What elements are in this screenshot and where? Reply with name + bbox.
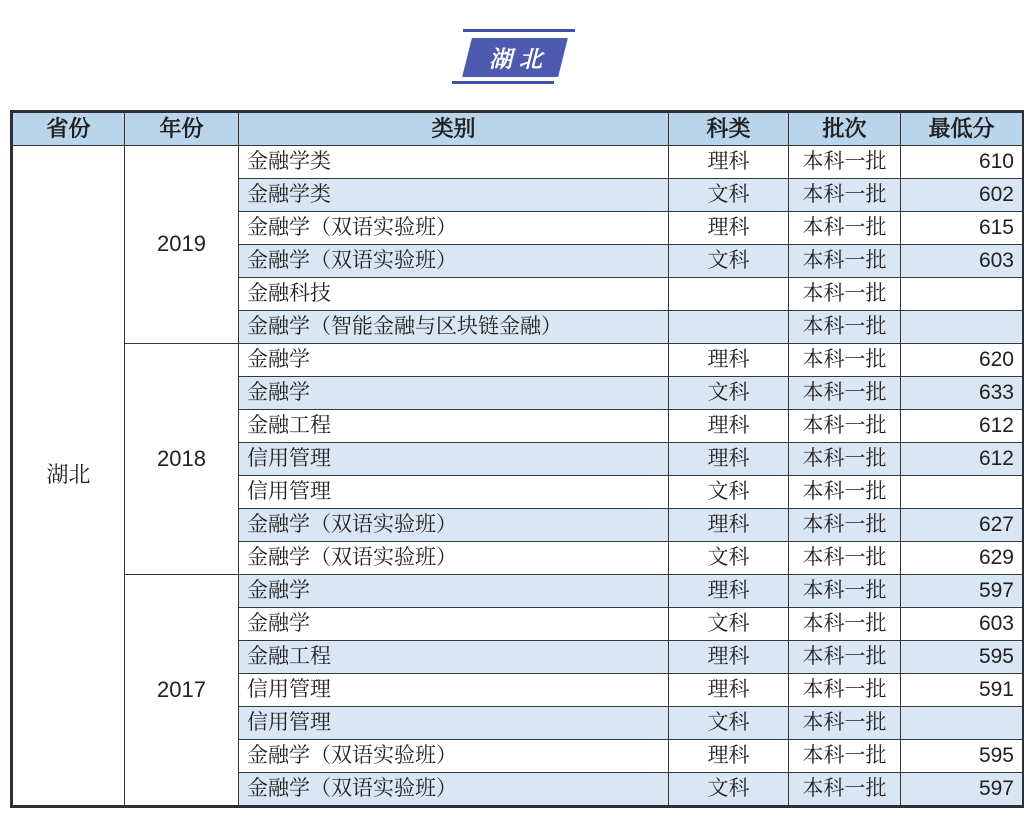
subject-cell: 文科 bbox=[669, 707, 789, 740]
category-cell: 金融学（双语实验班） bbox=[239, 542, 669, 575]
col-header-province: 省份 bbox=[12, 112, 125, 146]
category-cell: 金融工程 bbox=[239, 410, 669, 443]
score-cell: 615 bbox=[901, 212, 1024, 245]
subject-cell: 理科 bbox=[669, 674, 789, 707]
badge-bottom-line bbox=[452, 81, 554, 84]
score-cell: 629 bbox=[901, 542, 1024, 575]
category-cell: 金融学 bbox=[239, 575, 669, 608]
batch-cell: 本科一批 bbox=[789, 278, 901, 311]
score-cell: 633 bbox=[901, 377, 1024, 410]
subject-cell: 理科 bbox=[669, 509, 789, 542]
score-cell bbox=[901, 707, 1024, 740]
score-cell: 591 bbox=[901, 674, 1024, 707]
category-cell: 金融学（双语实验班） bbox=[239, 245, 669, 278]
batch-cell: 本科一批 bbox=[789, 707, 901, 740]
batch-cell: 本科一批 bbox=[789, 410, 901, 443]
subject-cell: 理科 bbox=[669, 212, 789, 245]
subject-cell: 文科 bbox=[669, 245, 789, 278]
category-cell: 金融学（双语实验班） bbox=[239, 773, 669, 807]
admission-score-table bbox=[10, 110, 1024, 808]
score-cell: 610 bbox=[901, 146, 1024, 179]
category-cell: 信用管理 bbox=[239, 476, 669, 509]
batch-cell: 本科一批 bbox=[789, 311, 901, 344]
subject-cell: 文科 bbox=[669, 377, 789, 410]
batch-cell: 本科一批 bbox=[789, 542, 901, 575]
category-cell: 信用管理 bbox=[239, 674, 669, 707]
score-cell: 603 bbox=[901, 245, 1024, 278]
batch-cell: 本科一批 bbox=[789, 740, 901, 773]
score-cell: 602 bbox=[901, 179, 1024, 212]
category-cell: 金融学（智能金融与区块链金融） bbox=[239, 311, 669, 344]
category-cell: 信用管理 bbox=[239, 443, 669, 476]
badge-shape bbox=[462, 38, 568, 77]
category-cell: 金融学 bbox=[239, 608, 669, 641]
category-cell: 金融工程 bbox=[239, 641, 669, 674]
category-cell: 金融学 bbox=[239, 344, 669, 377]
batch-cell: 本科一批 bbox=[789, 674, 901, 707]
score-cell: 612 bbox=[901, 410, 1024, 443]
subject-cell bbox=[669, 278, 789, 311]
batch-cell: 本科一批 bbox=[789, 245, 901, 278]
col-header-year: 年份 bbox=[125, 112, 239, 146]
col-header-subject: 科类 bbox=[669, 112, 789, 146]
category-cell: 金融学类 bbox=[239, 179, 669, 212]
score-cell: 627 bbox=[901, 509, 1024, 542]
batch-cell: 本科一批 bbox=[789, 377, 901, 410]
year-cell: 2019 bbox=[125, 146, 239, 344]
subject-cell: 理科 bbox=[669, 443, 789, 476]
subject-cell: 理科 bbox=[669, 410, 789, 443]
batch-cell: 本科一批 bbox=[789, 476, 901, 509]
score-cell bbox=[901, 311, 1024, 344]
batch-cell: 本科一批 bbox=[789, 575, 901, 608]
subject-cell: 文科 bbox=[669, 542, 789, 575]
province-badge bbox=[437, 14, 587, 86]
batch-cell: 本科一批 bbox=[789, 344, 901, 377]
badge-label: 湖北 bbox=[488, 46, 549, 72]
score-cell: 597 bbox=[901, 575, 1024, 608]
category-cell: 金融学 bbox=[239, 377, 669, 410]
subject-cell: 文科 bbox=[669, 179, 789, 212]
subject-cell: 理科 bbox=[669, 641, 789, 674]
batch-cell: 本科一批 bbox=[789, 146, 901, 179]
category-cell: 金融学类 bbox=[239, 146, 669, 179]
batch-cell: 本科一批 bbox=[789, 443, 901, 476]
score-cell bbox=[901, 278, 1024, 311]
subject-cell: 文科 bbox=[669, 476, 789, 509]
province-cell: 湖北 bbox=[12, 146, 125, 807]
category-cell: 金融学（双语实验班） bbox=[239, 740, 669, 773]
header-row bbox=[12, 112, 1024, 146]
category-cell: 金融学（双语实验班） bbox=[239, 212, 669, 245]
score-cell: 612 bbox=[901, 443, 1024, 476]
subject-cell: 文科 bbox=[669, 773, 789, 807]
year-cell: 2018 bbox=[125, 344, 239, 575]
category-cell: 金融科技 bbox=[239, 278, 669, 311]
badge-top-line bbox=[463, 29, 575, 32]
batch-cell: 本科一批 bbox=[789, 509, 901, 542]
col-header-min-score: 最低分 bbox=[901, 112, 1024, 146]
category-cell: 信用管理 bbox=[239, 707, 669, 740]
subject-cell: 文科 bbox=[669, 608, 789, 641]
batch-cell: 本科一批 bbox=[789, 773, 901, 807]
category-cell: 金融学（双语实验班） bbox=[239, 509, 669, 542]
col-header-category: 类别 bbox=[239, 112, 669, 146]
table-row bbox=[12, 344, 1024, 377]
score-cell bbox=[901, 476, 1024, 509]
batch-cell: 本科一批 bbox=[789, 212, 901, 245]
batch-cell: 本科一批 bbox=[789, 608, 901, 641]
year-cell: 2017 bbox=[125, 575, 239, 807]
col-header-batch: 批次 bbox=[789, 112, 901, 146]
subject-cell bbox=[669, 311, 789, 344]
table-row bbox=[12, 146, 1024, 179]
page bbox=[0, 14, 1024, 808]
table-row bbox=[12, 575, 1024, 608]
batch-cell: 本科一批 bbox=[789, 179, 901, 212]
score-cell: 595 bbox=[901, 740, 1024, 773]
subject-cell: 理科 bbox=[669, 146, 789, 179]
subject-cell: 理科 bbox=[669, 575, 789, 608]
subject-cell: 理科 bbox=[669, 344, 789, 377]
subject-cell: 理科 bbox=[669, 740, 789, 773]
score-cell: 603 bbox=[901, 608, 1024, 641]
score-cell: 595 bbox=[901, 641, 1024, 674]
batch-cell: 本科一批 bbox=[789, 641, 901, 674]
score-cell: 620 bbox=[901, 344, 1024, 377]
score-cell: 597 bbox=[901, 773, 1024, 807]
